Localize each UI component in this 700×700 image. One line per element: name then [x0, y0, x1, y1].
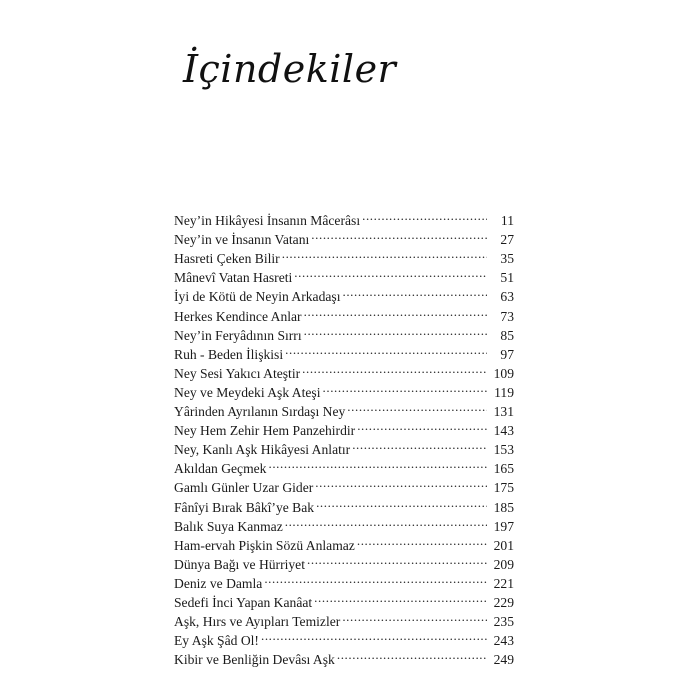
- toc-entry-title: Ney’in ve İnsanın Vatanı: [174, 232, 310, 248]
- toc-entry-title: Deniz ve Damla: [174, 575, 263, 591]
- page-title: İçindekiler: [183, 47, 397, 91]
- toc-entry-title: Akıldan Geçmek: [174, 461, 267, 477]
- toc-page-number: 143: [493, 423, 514, 439]
- toc-entry-title: Ney’in Hikâyesi İnsanın Mâcerâsı: [174, 213, 361, 229]
- toc-page-number: 131: [493, 404, 514, 420]
- toc-page-number: 11: [500, 213, 514, 229]
- toc-page-number: 229: [493, 594, 514, 610]
- toc-leader-dots: [337, 645, 487, 664]
- toc-entry-title: Mânevî Vatan Hasreti: [174, 270, 293, 286]
- toc-leader-dots: [342, 282, 487, 301]
- toc-entry-title: Dünya Bağı ve Hürriyet: [174, 556, 305, 572]
- toc-page-number: 27: [500, 232, 514, 248]
- toc-leader-dots: [357, 531, 487, 550]
- toc-page-number: 249: [493, 652, 514, 668]
- toc-entry-title: Ney’in Feryâdının Sırrı: [174, 327, 302, 343]
- toc-entry-title: İyi de Kötü de Neyin Arkadaşı: [174, 289, 341, 305]
- toc-leader-dots: [352, 435, 487, 454]
- toc-page-number: 35: [500, 251, 514, 267]
- toc-entry-title: Ney Hem Zehir Hem Panzehirdir: [174, 423, 356, 439]
- toc-leader-dots: [342, 607, 487, 626]
- toc-leader-dots: [314, 588, 487, 607]
- toc-entry-title: Ney ve Meydeki Aşk Ateşi: [174, 384, 321, 400]
- toc-page-number: 185: [493, 499, 514, 515]
- toc-leader-dots: [362, 206, 487, 225]
- toc-leader-dots: [264, 569, 487, 588]
- toc-page-number: 235: [493, 614, 514, 630]
- toc-entry-title: Hasreti Çeken Bilir: [174, 251, 280, 267]
- toc-leader-dots: [304, 301, 487, 320]
- toc-entry-title: Ey Aşk Şâd Ol!: [174, 633, 259, 649]
- toc-page-number: 221: [493, 575, 514, 591]
- toc-page-number: 73: [500, 308, 514, 324]
- toc-leader-dots: [316, 492, 487, 511]
- toc-page-number: 209: [493, 556, 514, 572]
- toc-entry-title: Aşk, Hırs ve Ayıpları Temizler: [174, 614, 341, 630]
- toc-page-number: 109: [493, 365, 514, 381]
- toc-entry: [174, 206, 514, 229]
- toc-entry-title: Herkes Kendince Anlar: [174, 308, 302, 324]
- toc-entry-title: Ham-ervah Pişkin Sözü Anlamaz: [174, 537, 355, 553]
- toc-entry-title: Ruh - Beden İlişkisi: [174, 346, 284, 362]
- toc-page-number: 243: [493, 633, 514, 649]
- table-of-contents: [174, 206, 514, 668]
- toc-page-number: 119: [494, 384, 514, 400]
- toc-entry-title: Yârinden Ayrılanın Sırdaşı Ney: [174, 404, 346, 420]
- toc-leader-dots: [304, 321, 487, 340]
- toc-leader-dots: [294, 263, 487, 282]
- toc-entry-title: Sedefi İnci Yapan Kanâat: [174, 594, 313, 610]
- toc-leader-dots: [285, 340, 487, 359]
- toc-leader-dots: [307, 550, 487, 569]
- toc-page-number: 63: [500, 289, 514, 305]
- toc-leader-dots: [302, 359, 487, 378]
- toc-leader-dots: [282, 244, 487, 263]
- toc-page-number: 165: [493, 461, 514, 477]
- toc-page-number: 51: [500, 270, 514, 286]
- toc-entry-title: Gamlı Günler Uzar Gider: [174, 480, 314, 496]
- toc-page-number: 201: [493, 537, 514, 553]
- toc-entry-title: Ney, Kanlı Aşk Hikâyesi Anlatır: [174, 442, 351, 458]
- toc-entry-title: Balık Suya Kanmaz: [174, 518, 283, 534]
- toc-page-number: 175: [493, 480, 514, 496]
- toc-leader-dots: [261, 626, 487, 645]
- toc-leader-dots: [315, 473, 487, 492]
- toc-leader-dots: [357, 416, 487, 435]
- toc-page-number: 153: [493, 442, 514, 458]
- toc-page-number: 85: [500, 327, 514, 343]
- toc-leader-dots: [323, 378, 488, 397]
- toc-page-number: 97: [500, 346, 514, 362]
- toc-leader-dots: [268, 454, 487, 473]
- toc-leader-dots: [311, 225, 487, 244]
- toc-leader-dots: [347, 397, 487, 416]
- toc-page-number: 197: [493, 518, 514, 534]
- toc-entry-title: Fânîyi Bırak Bâkî’ye Bak: [174, 499, 315, 515]
- toc-leader-dots: [285, 512, 487, 531]
- toc-entry-title: Kibir ve Benliğin Devâsı Aşk: [174, 652, 335, 668]
- toc-entry-title: Ney Sesi Yakıcı Ateştir: [174, 365, 301, 381]
